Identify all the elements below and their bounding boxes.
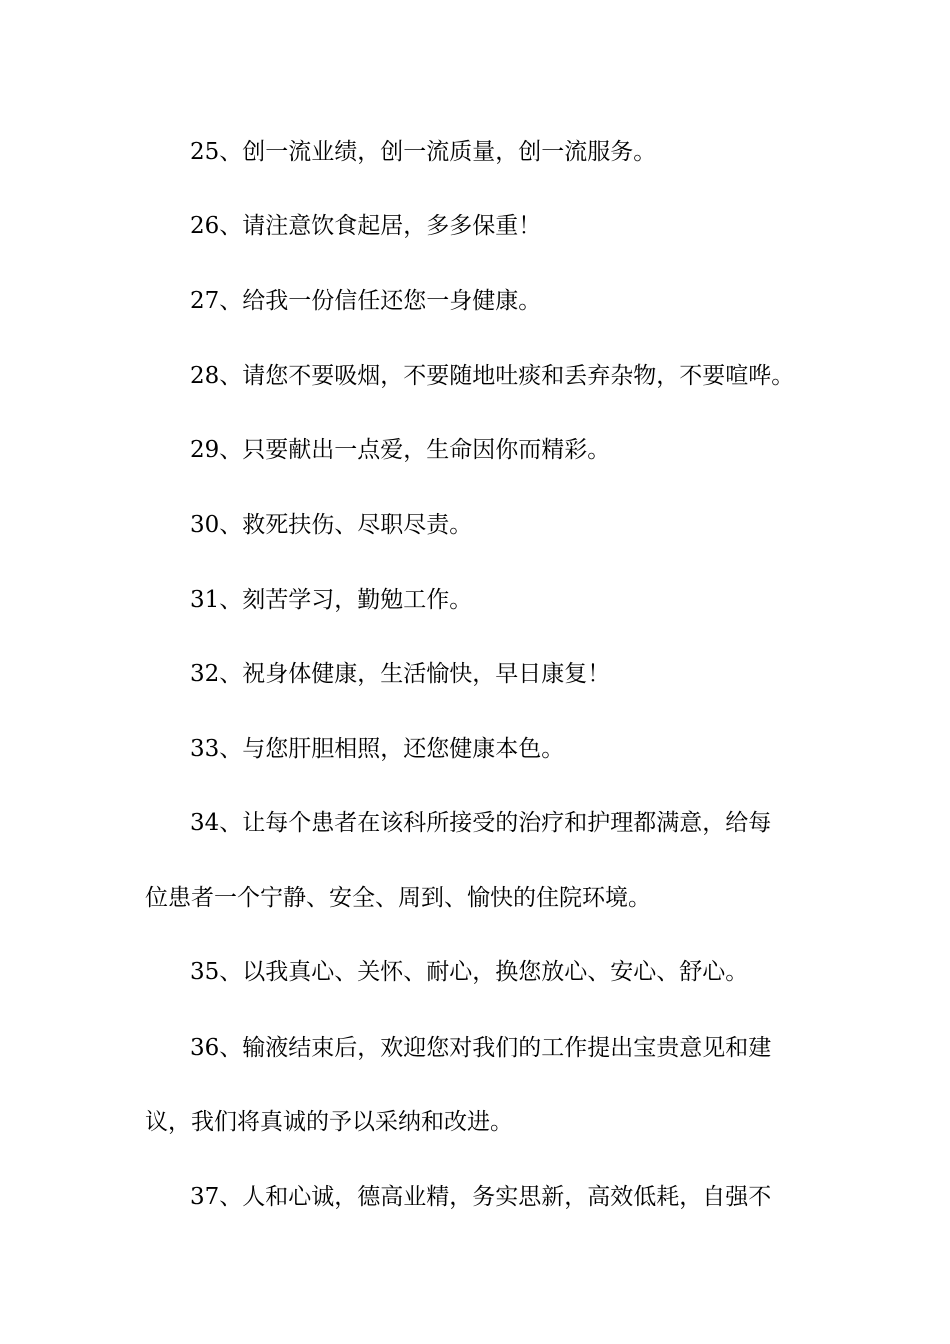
- text-line-36-continued: 议，我们将真诚的予以采纳和改进。: [145, 1109, 513, 1135]
- text-line-35: 35、以我真心、关怀、耐心，换您放心、安心、舒心。: [190, 959, 749, 985]
- text-line-29: 29、只要献出一点爱，生命因你而精彩。: [190, 437, 611, 463]
- text-line-27: 27、给我一份信任还您一身健康。: [190, 288, 542, 314]
- text-line-34: 34、让每个患者在该科所接受的治疗和护理都满意，给每: [190, 810, 772, 836]
- text-line-33: 33、与您肝胆相照，还您健康本色。: [190, 736, 565, 762]
- text-line-32: 32、祝身体健康，生活愉快，早日康复！: [190, 661, 611, 687]
- text-line-30: 30、救死扶伤、尽职尽责。: [190, 512, 473, 538]
- text-line-31: 31、刻苦学习，勤勉工作。: [190, 587, 473, 613]
- text-line-25: 25、创一流业绩，创一流质量，创一流服务。: [190, 139, 657, 165]
- text-line-26: 26、请注意饮食起居，多多保重！: [190, 213, 542, 239]
- text-line-28: 28、请您不要吸烟，不要随地吐痰和丢弃杂物，不要喧哗。: [190, 363, 795, 389]
- text-line-36: 36、输液结束后，欢迎您对我们的工作提出宝贵意见和建: [190, 1035, 772, 1061]
- text-line-34-continued: 位患者一个宁静、安全、周到、愉快的住院环境。: [145, 885, 651, 911]
- text-line-37: 37、人和心诚，德高业精，务实思新，高效低耗，自强不: [190, 1184, 772, 1210]
